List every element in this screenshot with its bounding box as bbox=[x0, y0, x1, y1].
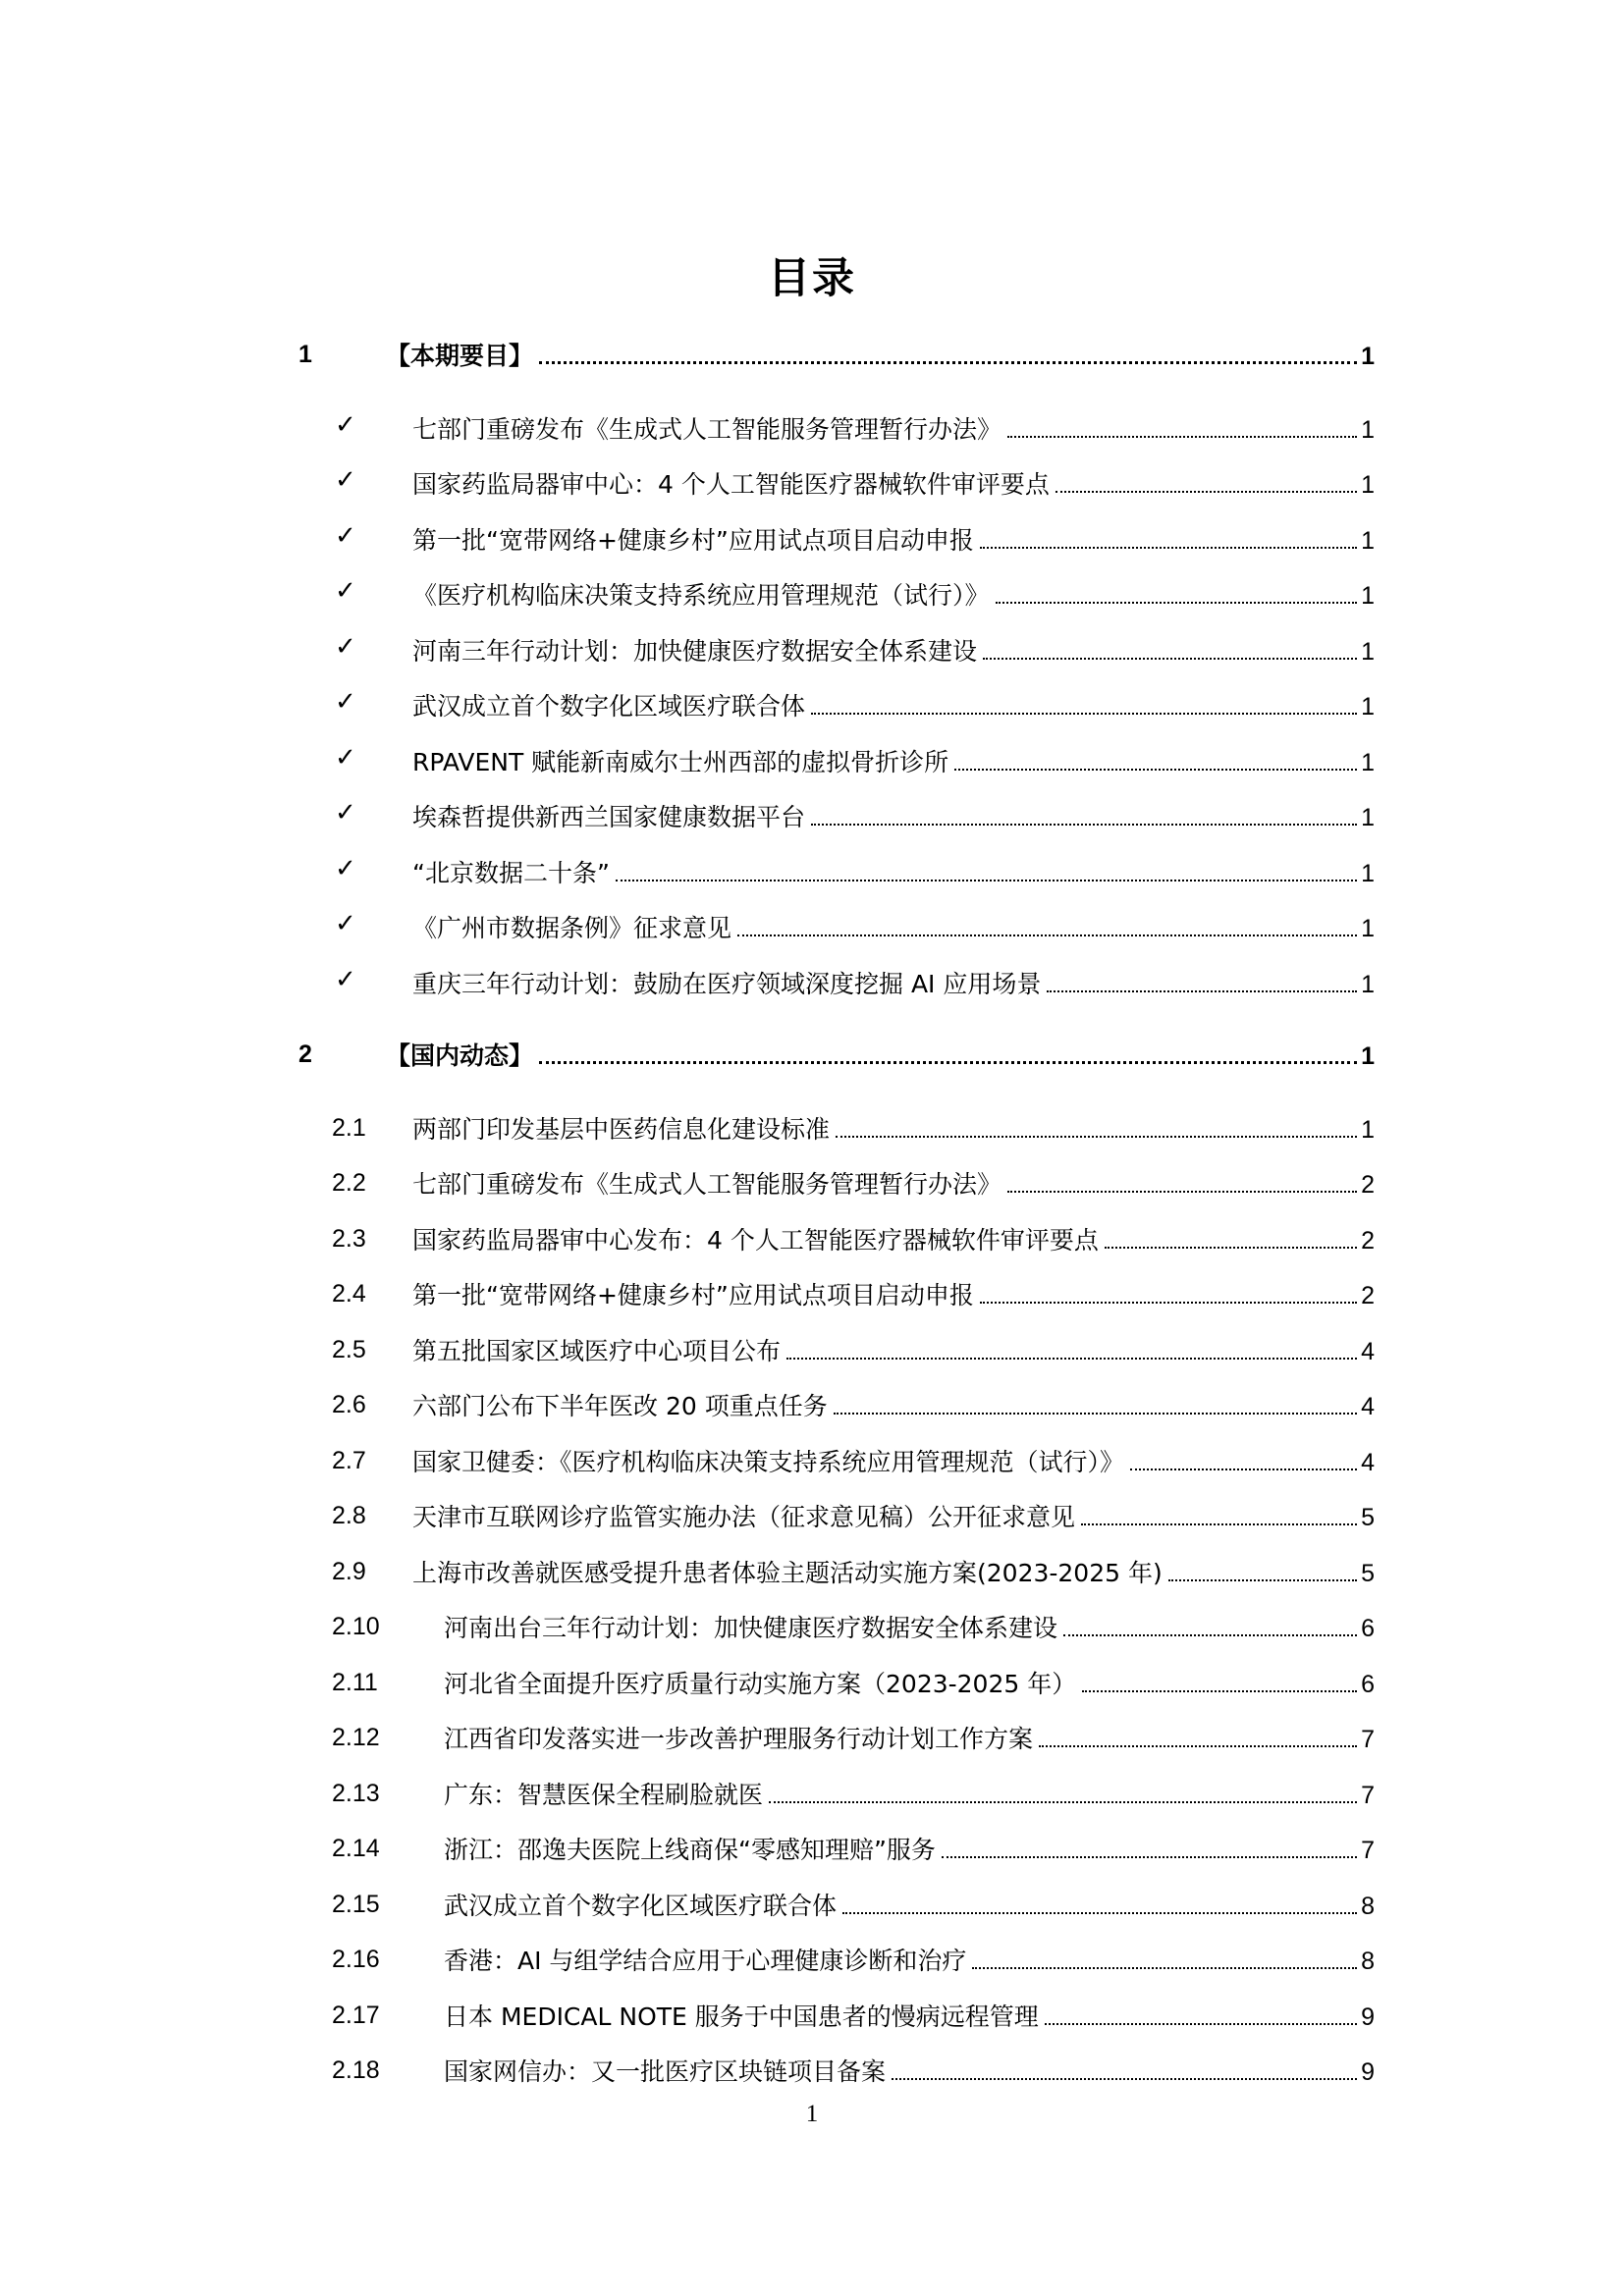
dot-leader bbox=[1081, 1522, 1357, 1525]
dot-leader bbox=[892, 2077, 1357, 2080]
subsection-number: 2.10 bbox=[332, 1613, 380, 1640]
check-icon: ✓ bbox=[335, 854, 356, 883]
item-title: 国家卫健委：《医疗机构临床决策支持系统应用管理规范（试行）》 bbox=[412, 1448, 1125, 1476]
check-icon: ✓ bbox=[335, 909, 356, 938]
item-title: 国家网信办：又一批医疗区块链项目备案 bbox=[444, 2057, 887, 2086]
item-title: 河南出台三年行动计划：加快健康医疗数据安全体系建设 bbox=[444, 1614, 1058, 1642]
dot-leader bbox=[616, 879, 1357, 881]
page-number: 1 bbox=[1361, 416, 1375, 444]
toc-highlight-item[interactable] bbox=[0, 854, 1624, 893]
section-title: 【国内动态】 bbox=[386, 1041, 534, 1070]
toc-highlight-item[interactable] bbox=[0, 465, 1624, 505]
toc-subsection-item[interactable] bbox=[0, 1942, 1624, 1981]
page-number: 2 bbox=[1361, 1227, 1375, 1255]
page-number: 4 bbox=[1361, 1393, 1375, 1420]
toc-subsection-item[interactable] bbox=[0, 1554, 1624, 1593]
toc-highlight-item[interactable] bbox=[0, 410, 1624, 450]
dot-leader bbox=[942, 1855, 1357, 1858]
check-icon: ✓ bbox=[335, 410, 356, 440]
toc-subsection-item[interactable] bbox=[0, 1165, 1624, 1204]
dot-leader bbox=[980, 546, 1357, 549]
item-title: 七部门重磅发布《生成式人工智能服务管理暂行办法》 bbox=[412, 415, 1002, 444]
page-number: 7 bbox=[1361, 1837, 1375, 1864]
page-number: 2 bbox=[1361, 1171, 1375, 1199]
check-icon: ✓ bbox=[335, 521, 356, 551]
dot-leader bbox=[1045, 2022, 1357, 2025]
dot-leader bbox=[769, 1800, 1357, 1803]
check-icon: ✓ bbox=[335, 965, 356, 994]
toc-subsection-item[interactable] bbox=[0, 1276, 1624, 1315]
dot-leader bbox=[539, 360, 1357, 364]
subsection-number: 2.11 bbox=[332, 1669, 378, 1696]
item-title: 天津市互联网诊疗监管实施办法（征求意见稿）公开征求意见 bbox=[412, 1503, 1076, 1531]
subsection-number: 2.3 bbox=[332, 1225, 366, 1253]
dot-leader bbox=[539, 1060, 1357, 1064]
dot-leader bbox=[1007, 1190, 1357, 1193]
page-number: 1 bbox=[1361, 1042, 1375, 1070]
page-number: 1 bbox=[1361, 971, 1375, 998]
toc-highlight-item[interactable] bbox=[0, 521, 1624, 561]
page-number: 4 bbox=[1361, 1449, 1375, 1476]
item-title: 河北省全面提升医疗质量行动实施方案（2023-2025 年） bbox=[444, 1670, 1077, 1698]
toc-highlight-item[interactable] bbox=[0, 687, 1624, 726]
page-number: 7 bbox=[1361, 1726, 1375, 1753]
page-number: 1 bbox=[1361, 638, 1375, 666]
item-title: 六部门公布下半年医改 20 项重点任务 bbox=[412, 1392, 828, 1420]
dot-leader bbox=[1039, 1744, 1357, 1747]
item-title: 第一批“宽带网络+健康乡村”应用试点项目启动申报 bbox=[412, 1281, 974, 1309]
toc-title: 目录 bbox=[768, 254, 856, 303]
toc-subsection-item[interactable] bbox=[0, 1332, 1624, 1371]
item-title: 广东：智慧医保全程刷脸就医 bbox=[444, 1781, 764, 1809]
toc-subsection-item[interactable] bbox=[0, 1665, 1624, 1704]
item-title: 第五批国家区域医疗中心项目公布 bbox=[412, 1337, 782, 1365]
check-icon: ✓ bbox=[335, 687, 356, 717]
dot-leader bbox=[1130, 1468, 1357, 1470]
toc-subsection-item[interactable] bbox=[0, 1887, 1624, 1926]
item-title: 河南三年行动计划：加快健康医疗数据安全体系建设 bbox=[412, 637, 978, 666]
item-title: RPAVENT 赋能新南威尔士州西部的虚拟骨折诊所 bbox=[412, 748, 949, 776]
page-number: 1 bbox=[1361, 582, 1375, 610]
dot-leader bbox=[972, 1966, 1357, 1969]
page-number: 7 bbox=[1361, 1782, 1375, 1809]
toc-subsection-item[interactable] bbox=[0, 2053, 1624, 2092]
toc-highlight-item[interactable] bbox=[0, 909, 1624, 948]
page-number: 1 bbox=[1361, 471, 1375, 499]
page-number: 1 bbox=[1361, 527, 1375, 555]
item-title: 日本 MEDICAL NOTE 服务于中国患者的慢病远程管理 bbox=[444, 2002, 1039, 2031]
dot-leader bbox=[842, 1911, 1357, 1914]
subsection-number: 2.15 bbox=[332, 1891, 380, 1918]
check-icon: ✓ bbox=[335, 576, 356, 606]
item-title: 武汉成立首个数字化区域医疗联合体 bbox=[412, 692, 806, 721]
subsection-number: 2.14 bbox=[332, 1835, 380, 1862]
subsection-number: 2.13 bbox=[332, 1780, 380, 1807]
toc-highlight-item[interactable] bbox=[0, 798, 1624, 837]
dot-leader bbox=[1082, 1689, 1357, 1692]
page-footer-number: 1 bbox=[805, 2101, 819, 2127]
dot-leader bbox=[1063, 1633, 1357, 1636]
section-title: 【本期要目】 bbox=[386, 342, 534, 370]
item-title: 上海市改善就医感受提升患者体验主题活动实施方案(2023-2025 年) bbox=[412, 1559, 1163, 1587]
dot-leader bbox=[836, 1135, 1357, 1138]
toc-subsection-item[interactable] bbox=[0, 1110, 1624, 1149]
subsection-number: 2.2 bbox=[332, 1169, 366, 1197]
check-icon: ✓ bbox=[335, 465, 356, 495]
toc-subsection-item[interactable] bbox=[0, 1720, 1624, 1759]
toc-subsection-item[interactable] bbox=[0, 1387, 1624, 1426]
page-number: 1 bbox=[1361, 693, 1375, 721]
subsection-number: 2.7 bbox=[332, 1447, 366, 1474]
dot-leader bbox=[983, 657, 1357, 660]
page-number: 1 bbox=[1361, 915, 1375, 942]
item-title: 七部门重磅发布《生成式人工智能服务管理暂行办法》 bbox=[412, 1170, 1002, 1199]
subsection-number: 2.9 bbox=[332, 1558, 366, 1585]
page-number: 9 bbox=[1361, 2058, 1375, 2086]
dot-leader bbox=[786, 1357, 1357, 1360]
item-title: 《广州市数据条例》征求意见 bbox=[412, 914, 732, 942]
dot-leader bbox=[834, 1412, 1357, 1415]
page-number: 1 bbox=[1361, 804, 1375, 831]
subsection-number: 2.17 bbox=[332, 2002, 380, 2029]
toc-highlight-item[interactable] bbox=[0, 965, 1624, 1004]
check-icon: ✓ bbox=[335, 632, 356, 662]
subsection-number: 2.8 bbox=[332, 1502, 366, 1529]
check-icon: ✓ bbox=[335, 798, 356, 828]
item-title: 武汉成立首个数字化区域医疗联合体 bbox=[444, 1892, 838, 1920]
subsection-number: 2.12 bbox=[332, 1724, 380, 1751]
page-number: 9 bbox=[1361, 2003, 1375, 2031]
item-title: 第一批“宽带网络+健康乡村”应用试点项目启动申报 bbox=[412, 526, 974, 555]
item-title: 江西省印发落实进一步改善护理服务行动计划工作方案 bbox=[444, 1725, 1034, 1753]
subsection-number: 2.4 bbox=[332, 1280, 366, 1308]
toc-section-2[interactable] bbox=[0, 1037, 1624, 1076]
dot-leader bbox=[1007, 435, 1357, 438]
item-title: 国家药监局器审中心发布：4 个人工智能医疗器械软件审评要点 bbox=[412, 1226, 1099, 1255]
dot-leader bbox=[811, 712, 1357, 715]
dot-leader bbox=[980, 1301, 1357, 1304]
toc-highlight-item[interactable] bbox=[0, 576, 1624, 615]
item-title: 重庆三年行动计划：鼓励在医疗领域深度挖掘 AI 应用场景 bbox=[412, 970, 1042, 998]
page-number: 5 bbox=[1361, 1504, 1375, 1531]
page-number: 6 bbox=[1361, 1671, 1375, 1698]
subsection-number: 2.1 bbox=[332, 1114, 366, 1142]
dot-leader bbox=[954, 768, 1357, 771]
subsection-number: 2.5 bbox=[332, 1336, 366, 1363]
dot-leader bbox=[737, 934, 1357, 936]
item-title: 《医疗机构临床决策支持系统应用管理规范（试行）》 bbox=[412, 581, 990, 610]
toc-subsection-item[interactable] bbox=[0, 1998, 1624, 2037]
subsection-number: 2.18 bbox=[332, 2056, 380, 2084]
dot-leader bbox=[1105, 1246, 1357, 1249]
section-number: 1 bbox=[298, 341, 312, 368]
toc-highlight-item[interactable] bbox=[0, 632, 1624, 671]
page-number: 2 bbox=[1361, 1282, 1375, 1309]
item-title: 两部门印发基层中医药信息化建设标准 bbox=[412, 1115, 831, 1144]
page-number: 1 bbox=[1361, 860, 1375, 887]
dot-leader bbox=[811, 823, 1357, 826]
page-number: 5 bbox=[1361, 1560, 1375, 1587]
toc-highlight-item[interactable] bbox=[0, 743, 1624, 782]
section-number: 2 bbox=[298, 1041, 312, 1068]
page-number: 1 bbox=[1361, 343, 1375, 370]
toc-subsection-item[interactable] bbox=[0, 1609, 1624, 1648]
item-title: “北京数据二十条” bbox=[412, 859, 610, 887]
item-title: 浙江：邵逸夫医院上线商保“零感知理赔”服务 bbox=[444, 1836, 936, 1864]
page-number: 8 bbox=[1361, 1948, 1375, 1975]
subsection-number: 2.16 bbox=[332, 1946, 380, 1973]
item-title: 国家药监局器审中心：4 个人工智能医疗器械软件审评要点 bbox=[412, 470, 1050, 499]
dot-leader bbox=[996, 601, 1358, 604]
check-icon: ✓ bbox=[335, 743, 356, 773]
item-title: 埃森哲提供新西兰国家健康数据平台 bbox=[412, 803, 806, 831]
page-number: 1 bbox=[1361, 749, 1375, 776]
toc-section-1[interactable] bbox=[0, 337, 1624, 376]
page-number: 6 bbox=[1361, 1615, 1375, 1642]
toc-subsection-item[interactable] bbox=[0, 1221, 1624, 1260]
page-number: 4 bbox=[1361, 1338, 1375, 1365]
dot-leader bbox=[1168, 1578, 1357, 1581]
dot-leader bbox=[1056, 490, 1357, 493]
toc-subsection-item[interactable] bbox=[0, 1776, 1624, 1815]
item-title: 香港：AI 与组学结合应用于心理健康诊断和治疗 bbox=[444, 1947, 967, 1975]
page-number: 8 bbox=[1361, 1893, 1375, 1920]
page-number: 1 bbox=[1361, 1116, 1375, 1144]
subsection-number: 2.6 bbox=[332, 1391, 366, 1418]
toc-subsection-item[interactable] bbox=[0, 1831, 1624, 1870]
toc-subsection-item[interactable] bbox=[0, 1443, 1624, 1482]
toc-subsection-item[interactable] bbox=[0, 1498, 1624, 1537]
dot-leader bbox=[1047, 989, 1357, 992]
